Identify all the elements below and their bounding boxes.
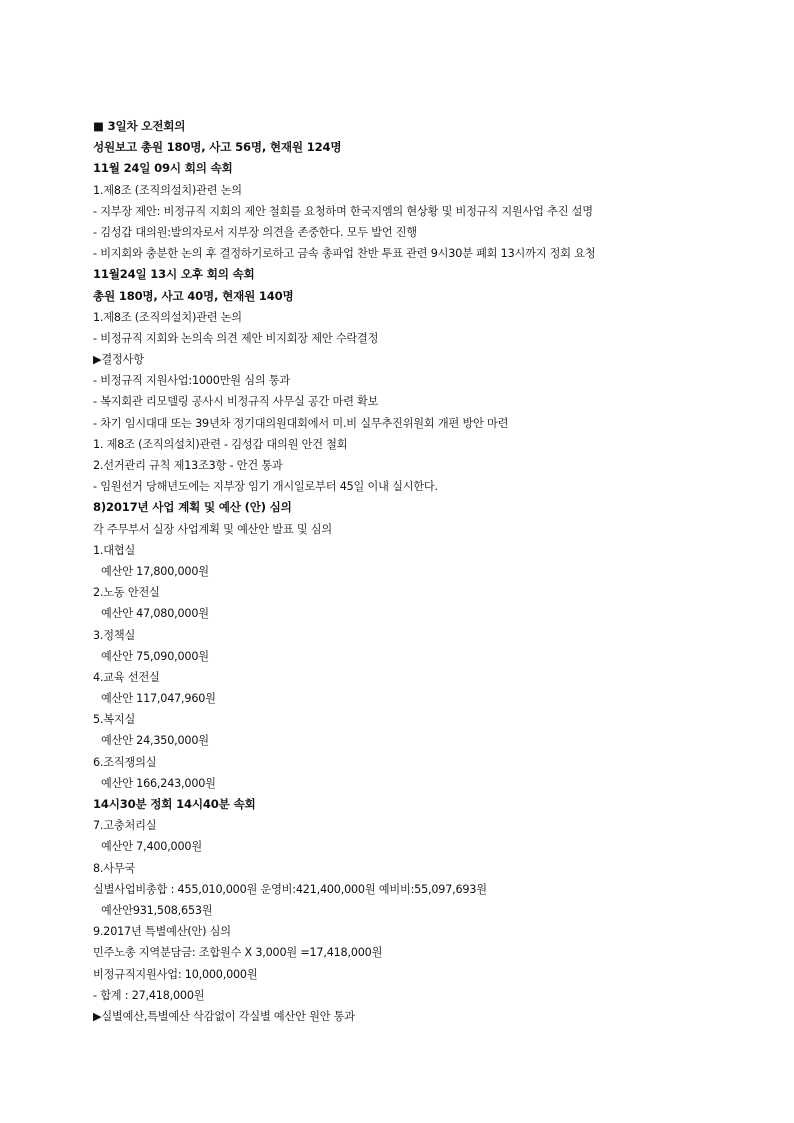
text-line: 예산안 75,090,000원: [101, 649, 209, 663]
text-line: 6.조직쟁의실: [93, 755, 157, 769]
text-line: 2.선거관리 규칙 제13조3항 - 안건 통과: [93, 459, 283, 472]
text-line: 실별사업비총합 : 455,010,000원 운영비:421,400,000원 예비비:55,097,693원: [93, 882, 487, 896]
text-line: 예산안931,508,653원: [101, 903, 213, 917]
text-line: 예산안 17,800,000원: [101, 564, 209, 578]
text-line: - 지부장 제안: 비정규직 지회의 제안 철회를 요청하며 한국지엠의 현상황 및 비정규직 지원사업 추진 설명: [93, 204, 593, 218]
text-line: 민주노총 지역분담금: 조합원수 X 3,000원 =17,418,000원: [93, 946, 383, 960]
section-heading: 11월 24일 09시 회의 속회: [93, 161, 233, 176]
text-line: - 차기 임시대대 또는 39년차 정기대의원대회에서 미.비 실무추진위원회 개편 방안 마련: [93, 416, 509, 430]
text-line: 9.2017년 특별예산(안) 심의: [93, 925, 231, 939]
text-line: ▶결정사항: [93, 353, 144, 367]
text-line: 비정규직지원사업: 10,000,000원: [93, 967, 258, 981]
text-line: - 복지회관 리모델링 공사시 비정규직 사무실 공간 마련 확보: [93, 395, 379, 409]
text-line: 8.사무국: [93, 861, 136, 875]
text-line: 1.제8조 (조직의설치)관련 논의: [93, 183, 242, 197]
text-line: - 비정규직 지회와 논의속 의견 제안 비지회장 제안 수락결정: [93, 331, 379, 345]
section-heading: 8)2017년 사업 계획 및 예산 (안) 심의: [93, 500, 292, 515]
text-line: 2.노동 안전실: [93, 586, 160, 600]
text-line: 4.교육 선전실: [93, 670, 160, 684]
section-heading: 성원보고 총원 180명, 사고 56명, 현재원 124명: [93, 140, 342, 155]
text-line: 1.제8조 (조직의설치)관련 논의: [93, 310, 242, 324]
text-line: 7.고충처리실: [93, 819, 157, 833]
section-heading: 14시30분 정회 14시40분 속회: [93, 797, 256, 811]
text-line: 예산안 117,047,960원: [101, 692, 216, 706]
text-line: 예산안 166,243,000원: [101, 776, 216, 790]
text-line: - 임원선거 당해년도에는 지부장 임기 개시일로부터 45일 이내 실시한다.: [93, 480, 438, 494]
section-heading: 총원 180명, 사고 40명, 현재원 140명: [93, 288, 294, 303]
text-line: - 김성갑 대의원:발의자로서 지부장 의견을 존중한다. 모두 발언 진행: [93, 225, 418, 239]
document-page: [93, 116, 733, 1027]
text-line: 1.대협실: [93, 543, 136, 557]
text-line: 3.정책실: [93, 628, 136, 642]
section-heading: ■ 3일차 오전회의: [93, 119, 186, 133]
section-heading: 11월24일 13시 오후 회의 속회: [93, 267, 255, 282]
text-line: 각 주무부서 실장 사업계획 및 예산안 발표 및 심의: [93, 522, 332, 536]
text-line: - 비정규직 지원사업:1000만원 심의 통과: [93, 374, 291, 388]
text-line: 예산안 7,400,000원: [101, 840, 202, 854]
text-line: - 비지회와 충분한 논의 후 결정하기로하고 금속 총파업 찬반 투표 관련 9시30분 폐회 13시까지 정회 요청: [93, 247, 596, 261]
text-line: - 합계 : 27,418,000원: [93, 988, 205, 1002]
text-line: 1. 제8조 (조직의설치)관련 - 김성갑 대의원 안건 철회: [93, 437, 348, 451]
text-line: 5.복지실: [93, 713, 136, 727]
text-line: 예산안 24,350,000원: [101, 734, 209, 748]
text-line: 예산안 47,080,000원: [101, 607, 209, 621]
text-line: ▶실별예산,특별예산 삭감없이 각실별 예산안 원안 통과: [93, 1009, 355, 1023]
